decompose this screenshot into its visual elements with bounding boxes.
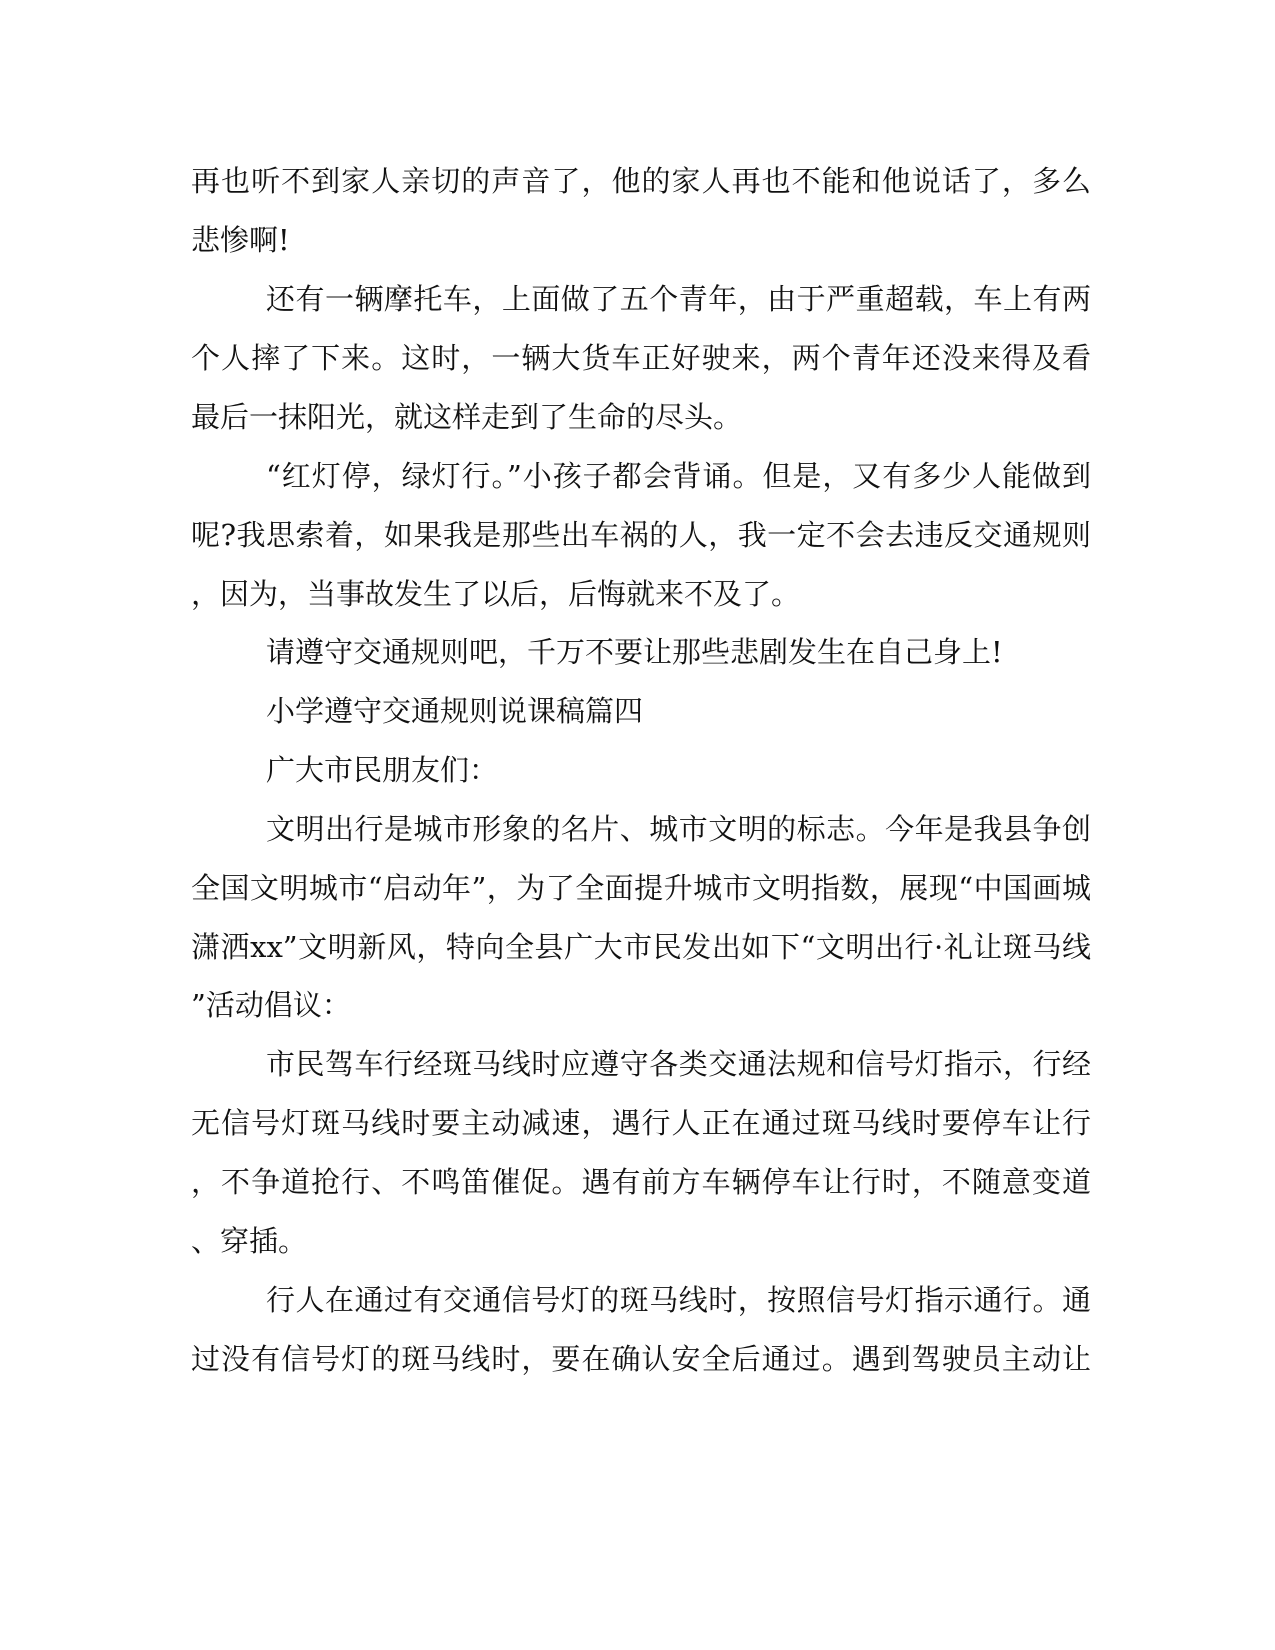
text-line: 无信号灯斑马线时要主动减速，遇行人正在通过斑马线时要停车让行 — [191, 1106, 1091, 1140]
paragraph-start: 市民驾车行经斑马线时应遵守各类交通法规和信号灯指示，行经 — [266, 1047, 1091, 1081]
section-heading: 小学遵守交通规则说课稿篇四 — [266, 694, 644, 728]
text-line: ”活动倡议： — [191, 988, 351, 1022]
text-line: 呢?我思索着，如果我是那些出车祸的人，我一定不会去违反交通规则 — [191, 518, 1091, 552]
text-line: 悲惨啊! — [191, 223, 290, 257]
paragraph-start: 请遵守交通规则吧，千万不要让那些悲剧发生在自己身上! — [266, 635, 1003, 669]
paragraph-start: 行人在通过有交通信号灯的斑马线时，按照信号灯指示通行。通 — [266, 1283, 1091, 1317]
text-line: 个人摔了下来。这时，一辆大货车正好驶来，两个青年还没来得及看 — [191, 341, 1091, 375]
text-line: 最后一抹阳光，就这样走到了生命的尽头。 — [191, 400, 743, 434]
text-line: 过没有信号灯的斑马线时，要在确认安全后通过。遇到驾驶员主动让 — [191, 1342, 1091, 1376]
paragraph-start: “红灯停，绿灯行。”小孩子都会背诵。但是，又有多少人能做到 — [266, 459, 1091, 493]
paragraph-start: 文明出行是城市形象的名片、城市文明的标志。今年是我县争创 — [266, 812, 1091, 846]
text-line: ，不争道抢行、不鸣笛催促。遇有前方车辆停车让行时，不随意变道 — [191, 1165, 1091, 1199]
salutation: 广大市民朋友们： — [266, 753, 499, 787]
text-line: 再也听不到家人亲切的声音了，他的家人再也不能和他说话了，多么 — [191, 164, 1091, 198]
text-line: 潇洒xx”文明新风，特向全县广大市民发出如下“文明出行·礼让斑马线 — [191, 930, 1091, 964]
text-line: ，因为，当事故发生了以后，后悔就来不及了。 — [191, 577, 801, 611]
paragraph-start: 还有一辆摩托车，上面做了五个青年，由于严重超载，车上有两 — [266, 282, 1091, 316]
text-line: 全国文明城市“启动年”，为了全面提升城市文明指数，展现“中国画城 — [191, 871, 1091, 905]
text-line: 、穿插。 — [191, 1224, 308, 1258]
